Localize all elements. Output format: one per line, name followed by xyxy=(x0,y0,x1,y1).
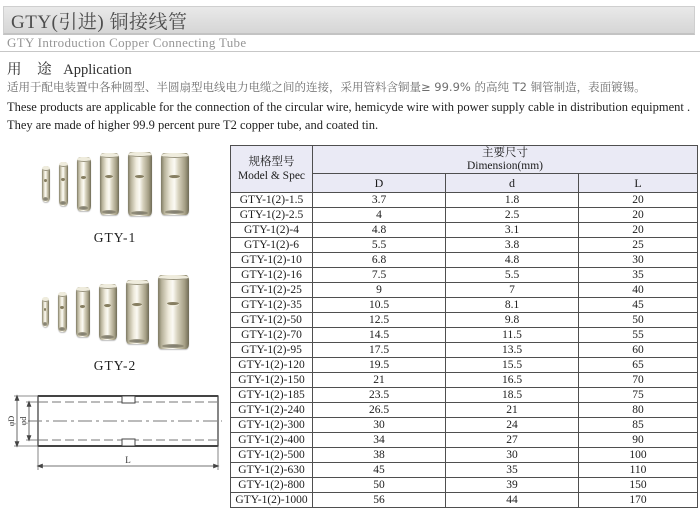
table-row xyxy=(231,433,698,448)
d-upper-cell: 23.5 xyxy=(313,388,446,403)
model-cell: GTY-1(2)-10 xyxy=(231,253,313,268)
spec-table-container xyxy=(230,145,697,508)
tube-dimple xyxy=(167,302,179,305)
table-row xyxy=(231,268,698,283)
d-lower-cell: 16.5 xyxy=(446,373,579,388)
d-upper-cell: 14.5 xyxy=(313,328,446,343)
model-cell: GTY-1(2)-35 xyxy=(231,298,313,313)
tube-dimple xyxy=(80,305,86,308)
l-cell: 35 xyxy=(579,268,698,283)
tube-dimple xyxy=(61,178,65,181)
table-row xyxy=(231,253,698,268)
l-cell: 20 xyxy=(579,208,698,223)
d-upper-cell: 56 xyxy=(313,493,446,508)
d-upper-cell: 4 xyxy=(313,208,446,223)
d-lower-cell: 1.8 xyxy=(446,193,579,208)
page-subtitle: GTY Introduction Copper Connecting Tube xyxy=(7,35,247,50)
table-row xyxy=(231,358,698,373)
page-title: GTY(引进) 铜接线管 xyxy=(11,11,188,33)
model-cell: GTY-1(2)-120 xyxy=(231,358,313,373)
d-upper-cell: 21 xyxy=(313,373,446,388)
spec-table-body xyxy=(231,193,698,508)
model-cell: GTY-1(2)-185 xyxy=(231,388,313,403)
d-lower-cell: 18.5 xyxy=(446,388,579,403)
tube-dimple xyxy=(60,306,64,309)
copper-tube-image xyxy=(76,287,90,337)
model-cell: GTY-1(2)-6 xyxy=(231,238,313,253)
d-lower-cell: 3.8 xyxy=(446,238,579,253)
d-upper-cell: 34 xyxy=(313,433,446,448)
d-lower-cell: 21 xyxy=(446,403,579,418)
tube-dimple xyxy=(132,303,141,306)
l-cell: 90 xyxy=(579,433,698,448)
l-cell: 25 xyxy=(579,238,698,253)
d-lower-cell: 11.5 xyxy=(446,328,579,343)
page-header-bar xyxy=(3,6,695,35)
copper-tube-image xyxy=(161,153,189,215)
header-dim-cn: 主要尺寸 xyxy=(482,146,528,159)
d-upper-cell: 12.5 xyxy=(313,313,446,328)
copper-tube-image xyxy=(99,284,117,340)
copper-tube-image xyxy=(42,166,50,202)
model-cell: GTY-1(2)-800 xyxy=(231,478,313,493)
d-lower-cell: 39 xyxy=(446,478,579,493)
d-upper-cell: 30 xyxy=(313,418,446,433)
application-heading xyxy=(7,58,132,79)
d-lower-cell: 2.5 xyxy=(446,208,579,223)
product-photo-gty1 xyxy=(0,140,230,228)
table-row xyxy=(231,388,698,403)
l-cell: 65 xyxy=(579,358,698,373)
d-lower-cell: 15.5 xyxy=(446,358,579,373)
tube-dimple xyxy=(105,175,113,178)
d-upper-cell: 45 xyxy=(313,463,446,478)
header-dim-en: Dimension(mm) xyxy=(466,159,544,172)
d-lower-cell: 24 xyxy=(446,418,579,433)
model-cell: GTY-1(2)-400 xyxy=(231,433,313,448)
l-cell: 85 xyxy=(579,418,698,433)
header-dimension xyxy=(313,146,698,174)
table-row xyxy=(231,403,698,418)
l-cell: 60 xyxy=(579,343,698,358)
spec-table-head xyxy=(231,146,698,193)
copper-tube-image xyxy=(158,275,189,349)
model-cell: GTY-1(2)-240 xyxy=(231,403,313,418)
d-upper-cell: 6.8 xyxy=(313,253,446,268)
l-cell: 170 xyxy=(579,493,698,508)
d-lower-cell: 4.8 xyxy=(446,253,579,268)
table-row xyxy=(231,448,698,463)
l-cell: 20 xyxy=(579,193,698,208)
l-cell: 150 xyxy=(579,478,698,493)
l-cell: 100 xyxy=(579,448,698,463)
table-row xyxy=(231,478,698,493)
tube-dimple xyxy=(135,175,145,178)
l-cell: 75 xyxy=(579,388,698,403)
l-cell: 30 xyxy=(579,253,698,268)
d-upper-cell: 50 xyxy=(313,478,446,493)
d-lower-cell: 7 xyxy=(446,283,579,298)
copper-tube-image xyxy=(128,152,152,216)
d-upper-cell: 26.5 xyxy=(313,403,446,418)
l-cell: 50 xyxy=(579,313,698,328)
model-cell: GTY-1(2)-2.5 xyxy=(231,208,313,223)
l-cell: 80 xyxy=(579,403,698,418)
header-col-D: D xyxy=(313,174,446,193)
application-body-cn: 适用于配电装置中各种圆型、半圆扇型电线电力电缆之间的连接，采用管料含铜量≥ 99.9% 的高纯 T2 铜管制造，表面镀锡。 xyxy=(7,80,646,94)
table-row xyxy=(231,418,698,433)
l-cell: 20 xyxy=(579,223,698,238)
l-cell: 55 xyxy=(579,328,698,343)
l-cell: 40 xyxy=(579,283,698,298)
table-row xyxy=(231,238,698,253)
model-cell: GTY-1(2)-300 xyxy=(231,418,313,433)
photo-label-gty1: GTY-1 xyxy=(93,230,137,245)
d-upper-cell: 4.8 xyxy=(313,223,446,238)
table-row xyxy=(231,298,698,313)
d-upper-cell: 9 xyxy=(313,283,446,298)
table-row xyxy=(231,343,698,358)
l-cell: 70 xyxy=(579,373,698,388)
table-row xyxy=(231,223,698,238)
l-cell: 45 xyxy=(579,298,698,313)
model-cell: GTY-1(2)-70 xyxy=(231,328,313,343)
d-upper-cell: 19.5 xyxy=(313,358,446,373)
d-lower-cell: 3.1 xyxy=(446,223,579,238)
d-upper-cell: 38 xyxy=(313,448,446,463)
product-photo-gty2 xyxy=(0,268,230,356)
dim-label-outer-diameter: φD xyxy=(7,415,16,427)
model-cell: GTY-1(2)-4 xyxy=(231,223,313,238)
model-cell: GTY-1(2)-1.5 xyxy=(231,193,313,208)
d-lower-cell: 44 xyxy=(446,493,579,508)
application-heading-cn: 用 途 xyxy=(7,62,58,78)
l-cell: 110 xyxy=(579,463,698,478)
copper-tube-image xyxy=(77,157,91,211)
dimension-drawing xyxy=(6,390,224,478)
d-upper-cell: 10.5 xyxy=(313,298,446,313)
d-upper-cell: 3.7 xyxy=(313,193,446,208)
d-lower-cell: 30 xyxy=(446,448,579,463)
d-upper-cell: 5.5 xyxy=(313,238,446,253)
table-row xyxy=(231,193,698,208)
photo-label-gty2: GTY-2 xyxy=(93,358,137,373)
model-cell: GTY-1(2)-500 xyxy=(231,448,313,463)
header-col-d: d xyxy=(446,174,579,193)
table-row xyxy=(231,208,698,223)
model-cell: GTY-1(2)-25 xyxy=(231,283,313,298)
copper-tube-image xyxy=(42,297,49,327)
model-cell: GTY-1(2)-50 xyxy=(231,313,313,328)
tube-dimple xyxy=(104,304,111,307)
d-lower-cell: 13.5 xyxy=(446,343,579,358)
copper-tube-image xyxy=(100,153,119,215)
table-row xyxy=(231,283,698,298)
tube-dimple xyxy=(81,176,87,179)
copper-tube-image xyxy=(58,292,67,332)
application-heading-en: Application xyxy=(63,62,132,78)
d-upper-cell: 7.5 xyxy=(313,268,446,283)
model-cell: GTY-1(2)-95 xyxy=(231,343,313,358)
tube-dimple xyxy=(44,179,47,182)
model-cell: GTY-1(2)-630 xyxy=(231,463,313,478)
figures-column xyxy=(0,140,230,478)
header-model-cn: 规格型号 xyxy=(248,156,295,168)
d-lower-cell: 8.1 xyxy=(446,298,579,313)
table-row xyxy=(231,373,698,388)
application-body-en: These products are applicable for the connection of the circular wire, hemicyde wire with power supply cable in distribution equipment . They are made of higher 99.9 percent pure T2 copper tube, and coated tin. xyxy=(7,100,691,132)
header-model-spec xyxy=(231,146,313,193)
dim-label-length: L xyxy=(125,455,131,465)
header-model-en: Model & Spec xyxy=(237,170,306,182)
tube-dimple xyxy=(44,308,47,311)
table-row xyxy=(231,313,698,328)
tube-dimple xyxy=(169,175,180,178)
model-cell: GTY-1(2)-1000 xyxy=(231,493,313,508)
table-row xyxy=(231,328,698,343)
table-row xyxy=(231,493,698,508)
dim-label-inner-diameter: φd xyxy=(19,416,28,426)
d-lower-cell: 35 xyxy=(446,463,579,478)
header-divider xyxy=(0,51,700,52)
d-lower-cell: 27 xyxy=(446,433,579,448)
header-col-L: L xyxy=(579,174,698,193)
d-lower-cell: 9.8 xyxy=(446,313,579,328)
spec-table xyxy=(230,145,698,508)
copper-tube-image xyxy=(126,280,149,344)
copper-tube-image xyxy=(59,162,68,206)
d-upper-cell: 17.5 xyxy=(313,343,446,358)
model-cell: GTY-1(2)-150 xyxy=(231,373,313,388)
d-lower-cell: 5.5 xyxy=(446,268,579,283)
model-cell: GTY-1(2)-16 xyxy=(231,268,313,283)
table-row xyxy=(231,463,698,478)
